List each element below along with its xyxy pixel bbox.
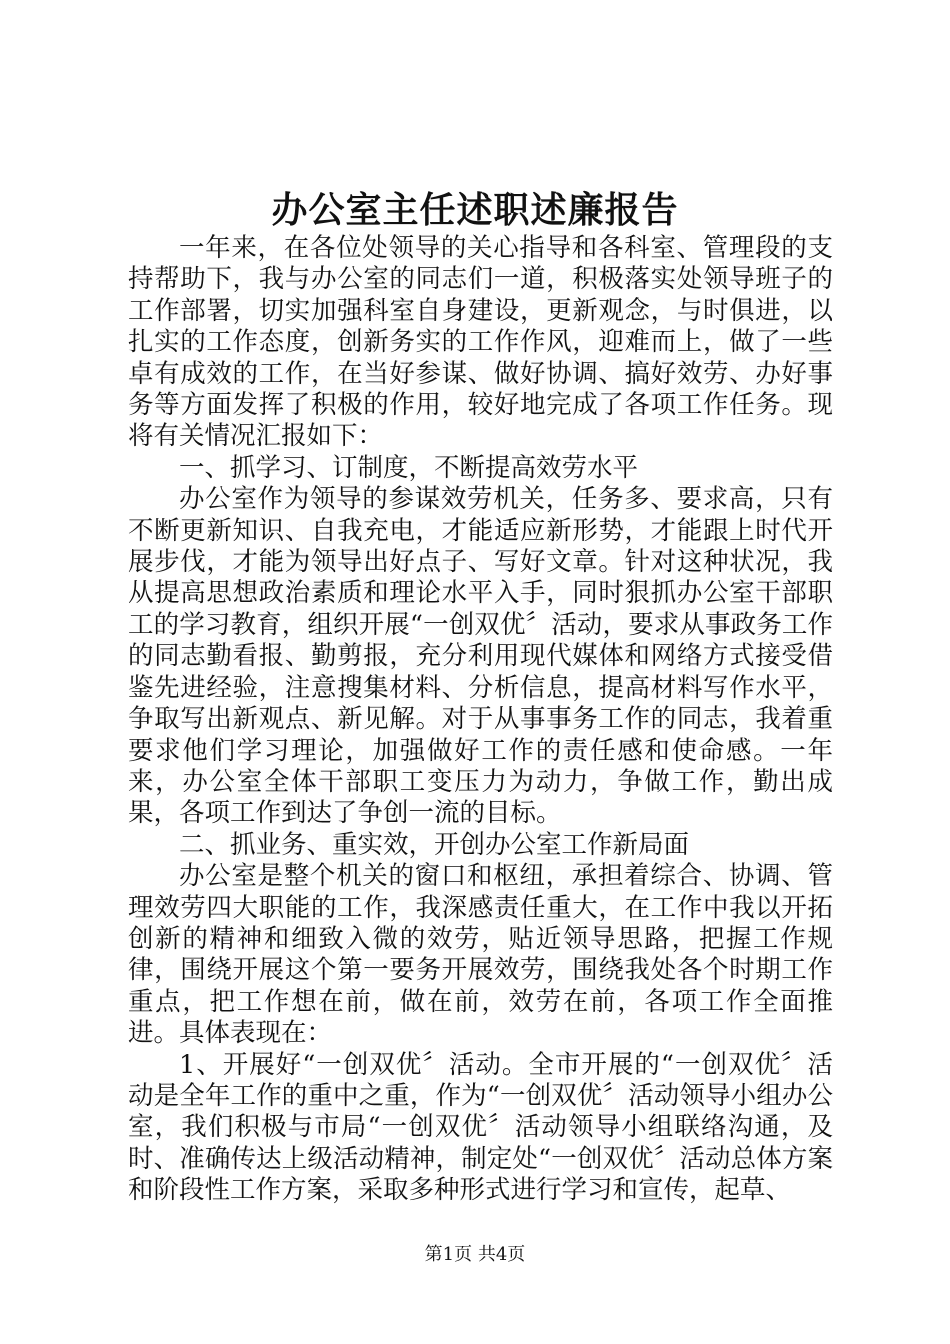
section-2-paragraph: 办公室是整个机关的窗口和枢纽，承担着综合、协调、管理效劳四大职能的工作，我深感责任重大，在工作中我以开拓创新的精神和细致入微的效劳，贴近领导思路，把握工作规律，围绕开展这个第一要务开展效劳，围绕我处各个时期工作重点，把工作想在前，做在前，效劳在前，各项工作全面推进。具体表现在： [128, 861, 833, 1049]
page-number-footer: 第1页 共4页 [424, 1244, 526, 1265]
section-heading-1: 一、抓学习、订制度，不断提高效劳水平 [179, 452, 639, 483]
document-body [128, 233, 833, 1207]
intro-paragraph: 一年来，在各位处领导的关心指导和各科室、管理段的支持帮助下，我与办公室的同志们一道，积极落实处领导班子的工作部署，切实加强科室自身建设，更新观念，与时俱进，以扎实的工作态度，创新务实的工作作风，迎难而上，做了一些卓有成效的工作，在当好参谋、做好协调、搞好效劳、办好事务等方面发挥了积极的作用，较好地完成了各项工作任务。现将有关情况汇报如下： [128, 233, 833, 452]
page-title: 办公室主任述职述廉报告 [271, 189, 679, 231]
item-1-paragraph: 1、开展好“一创双优〞活动。全市开展的“一创双优〞活动是全年工作的重中之重，作为“一创双优〞活动领导小组办公室，我们积极与市局“一创双优〞活动领导小组联络沟通，及时、准确传达上级活动精神，制定处“一创双优〞活动总体方案和阶段性工作方案，采取多种形式进行学习和宣传，起草、 [128, 1049, 833, 1206]
section-1-paragraph: 办公室作为领导的参谋效劳机关，任务多、要求高，只有不断更新知识、自我充电，才能适应新形势，才能跟上时代开展步伐，才能为领导出好点子、写好文章。针对这种状况，我从提高思想政治素质和理论水平入手，同时狠抓办公室干部职工的学习教育，组织开展“一创双优〞活动，要求从事政务工作的同志勤看报、勤剪报，充分利用现代媒体和网络方式接受借鉴先进经验，注意搜集材料、分析信息，提高材料写作水平，争取写出新观点、新见解。对于从事事务工作的同志，我着重要求他们学习理论，加强做好工作的责任感和使命感。一年来，办公室全体干部职工变压力为动力，争做工作，勤出成果，各项工作到达了争创一流的目标。 [128, 484, 833, 829]
section-heading-2: 二、抓业务、重实效，开创办公室工作新局面 [179, 829, 690, 860]
